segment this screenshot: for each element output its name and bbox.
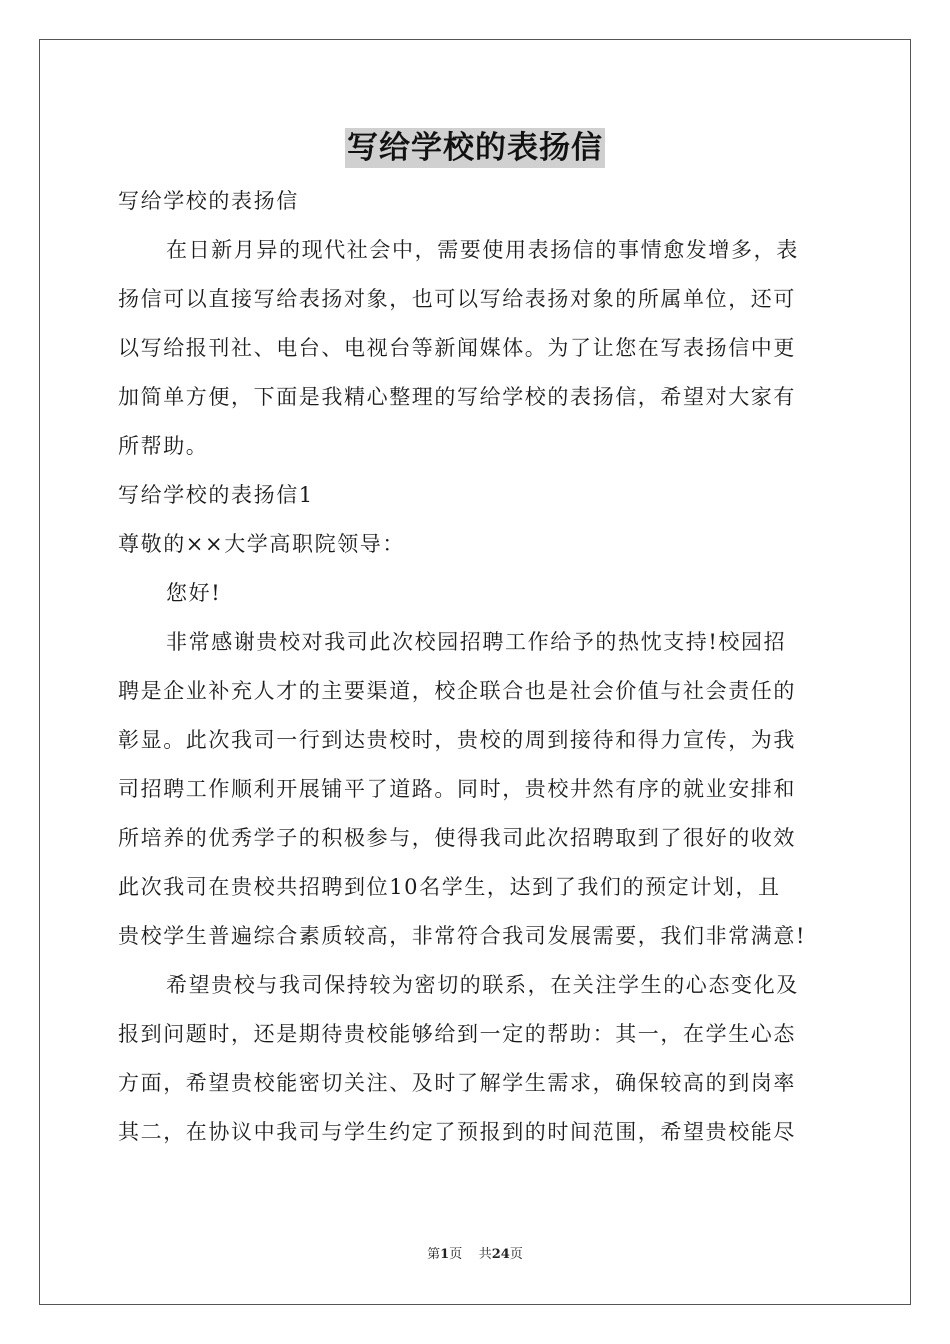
page-prefix: 第 bbox=[427, 1247, 441, 1262]
page-footer bbox=[0, 1243, 950, 1262]
total-pages: 24 bbox=[491, 1247, 510, 1262]
paragraph-line: 其二，在协议中我司与学生约定了预报到的时间范围，希望贵校能尽 bbox=[118, 1120, 796, 1144]
section-heading: 写给学校的表扬信 bbox=[118, 189, 299, 213]
page-number: 1 bbox=[440, 1247, 450, 1262]
title-container bbox=[0, 128, 950, 168]
paragraph-line: 此次我司在贵校共招聘到位10名学生，达到了我们的预定计划，且 bbox=[118, 875, 781, 899]
paragraph-line: 所帮助。 bbox=[118, 434, 209, 458]
paragraph-line: 彰显。此次我司一行到达贵校时，贵校的周到接待和得力宣传，为我 bbox=[118, 728, 796, 752]
total-prefix: 共 bbox=[478, 1247, 492, 1262]
total-suffix: 页 bbox=[509, 1247, 523, 1262]
salutation: 尊敬的××大学高职院领导： bbox=[118, 532, 405, 556]
paragraph-line: 司招聘工作顺利开展铺平了道路。同时，贵校井然有序的就业安排和 bbox=[118, 777, 796, 801]
paragraph-line: 方面，希望贵校能密切关注、及时了解学生需求，确保较高的到岗率 bbox=[118, 1071, 796, 1095]
paragraph-line: 扬信可以直接写给表扬对象，也可以写给表扬对象的所属单位，还可 bbox=[118, 287, 796, 311]
paragraph-line: 非常感谢贵校对我司此次校园招聘工作给予的热忱支持!校园招 bbox=[166, 630, 787, 654]
section-heading: 写给学校的表扬信1 bbox=[118, 483, 314, 507]
paragraph-line: 聘是企业补充人才的主要渠道，校企联合也是社会价值与社会责任的 bbox=[118, 679, 796, 703]
page-suffix: 页 bbox=[449, 1247, 463, 1262]
paragraph-line: 希望贵校与我司保持较为密切的联系，在关注学生的心态变化及 bbox=[166, 973, 799, 997]
document-title: 写给学校的表扬信 bbox=[347, 130, 603, 166]
paragraph-line: 所培养的优秀学子的积极参与，使得我司此次招聘取到了很好的收效 bbox=[118, 826, 796, 850]
paragraph-line: 贵校学生普遍综合素质较高，非常符合我司发展需要，我们非常满意! bbox=[118, 924, 807, 948]
paragraph-line: 在日新月异的现代社会中，需要使用表扬信的事情愈发增多，表 bbox=[166, 238, 799, 262]
paragraph-line: 报到问题时，还是期待贵校能够给到一定的帮助：其一，在学生心态 bbox=[118, 1022, 796, 1046]
document-body bbox=[118, 177, 838, 1157]
paragraph-line: 以写给报刊社、电台、电视台等新闻媒体。为了让您在写表扬信中更 bbox=[118, 336, 796, 360]
paragraph-line: 加简单方便，下面是我精心整理的写给学校的表扬信，希望对大家有 bbox=[118, 385, 796, 409]
greeting: 您好! bbox=[166, 581, 222, 605]
